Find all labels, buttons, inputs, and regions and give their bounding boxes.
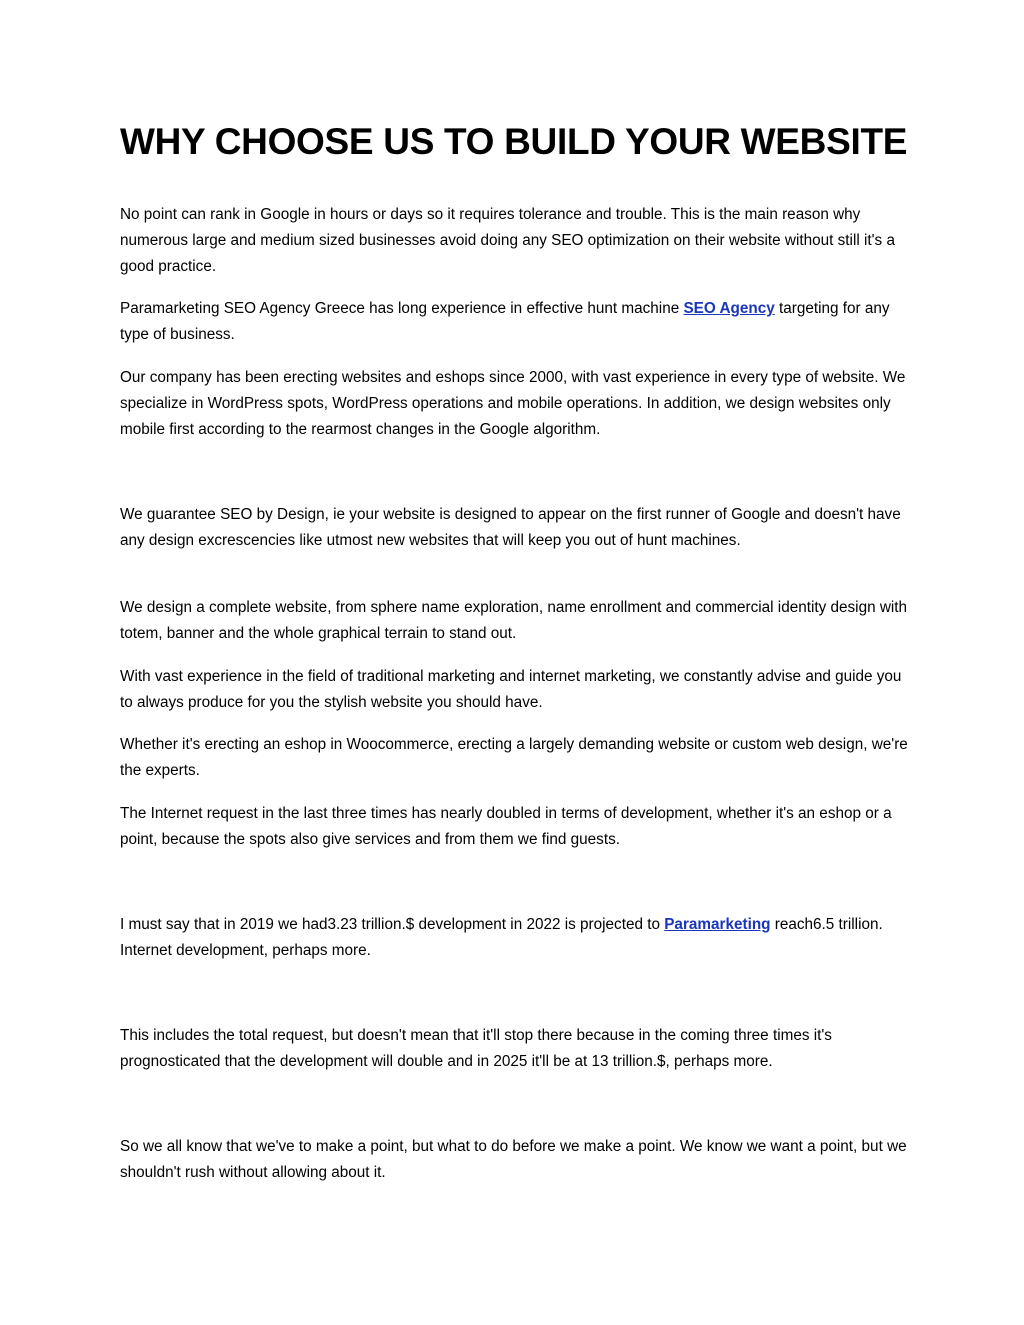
paragraph-text: targeting for any type of business.: [120, 300, 890, 343]
paragraph-internet-request: The Internet request in the last three times has nearly doubled in terms of development, whether it's an eshop or a point, because the spots also give services and from them we find guests.: [120, 805, 892, 848]
paragraph-company-history: Our company has been erecting websites and eshops since 2000, with vast experience in every type of website. We specialize in WordPress spots, WordPress operations and mobile operations. In addition, we design websites only mobile first according to the rearmost changes in the Google algorithm.: [120, 369, 906, 438]
paramarketing-link[interactable]: Paramarketing: [664, 916, 771, 933]
paragraph-experts: Whether it's erecting an eshop in Woocommerce, erecting a largely demanding website or custom web design, we're the experts.: [120, 736, 908, 779]
paragraph-complete-website: We design a complete website, from sphere name exploration, name enrollment and commercial identity design with totem, banner and the whole graphical terrain to stand out.: [120, 599, 908, 642]
paragraph-ranking-time: No point can rank in Google in hours or days so it requires tolerance and trouble. This is the main reason why numerous large and medium sized businesses avoid doing any SEO optimization on their website without still it's a good practice.: [120, 206, 895, 275]
paragraph-agency-experience: [120, 296, 910, 348]
paragraph-seo-by-design: We guarantee SEO by Design, ie your website is designed to appear on the first runner of Google and doesn't have any design excrescencies like utmost new websites that will keep you out of hunt machines.: [120, 506, 901, 549]
paragraph-make-a-point: So we all know that we've to make a point, but what to do before we make a point. We know we want a point, but we shouldn't rush without allowing about it.: [120, 1138, 907, 1181]
paragraph-text: I must say that in 2019 we had3.23 trillion.$ development in 2022 is projected to: [120, 916, 665, 933]
paragraph-marketing-experience: With vast experience in the field of traditional marketing and internet marketing, we constantly advise and guide you to always produce for you the stylish website you should have.: [120, 668, 902, 711]
paragraph-text: Paramarketing SEO Agency Greece has long experience in effective hunt machine: [120, 300, 684, 317]
paragraph-development-figures: [120, 912, 910, 964]
paragraph-text: reach6.5 trillion. Internet development, perhaps more.: [120, 916, 883, 959]
page-title: WHY CHOOSE US TO BUILD YOUR WEBSITE: [120, 121, 908, 162]
seo-agency-link[interactable]: SEO Agency: [683, 300, 775, 317]
paragraph-total-request: This includes the total request, but doesn't mean that it'll stop there because in the coming three times it's prognosticated that the development will double and in 2025 it'll be at 13 trillion.$, perhaps more.: [120, 1027, 832, 1070]
